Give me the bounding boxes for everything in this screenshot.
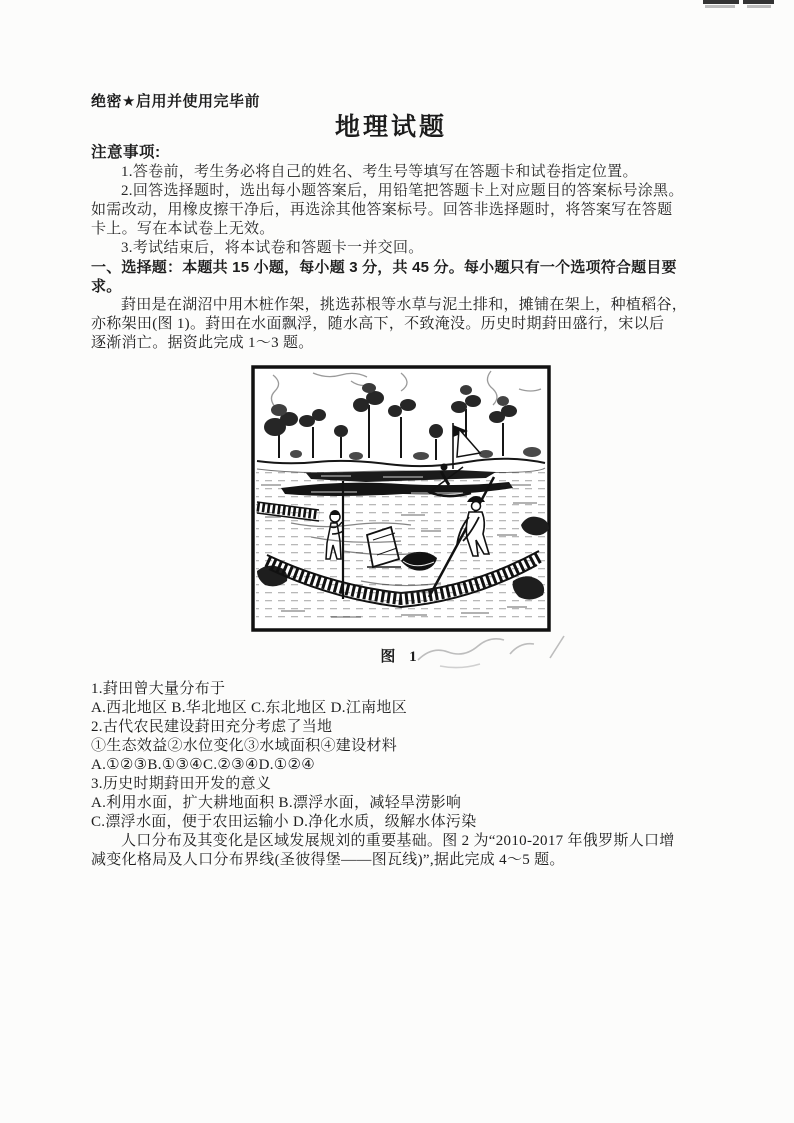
scan-artifact-bar: [743, 0, 774, 4]
notice-line: 卡上。写在本试卷上无效。: [91, 221, 275, 237]
q3-stem: 3.历史时期葑田开发的意义: [91, 776, 272, 792]
passage-fengtian-line: 葑田是在湖沼中用木桩作架，挑选荪根等水草与泥土排和，摊铺在架上，种植稻谷，: [121, 297, 688, 313]
section-one-heading: 一、选择题：本题共 15 小题，每小题 3 分，共 45 分。每小题只有一个选项符合题目要: [91, 259, 677, 276]
notice-line: 2.回答选择题时，选出每小题答案后，用铅笔把答题卡上对应题目的答案标号涂黑。: [121, 183, 684, 199]
text-column: [91, 92, 691, 870]
passage-fengtian-line: 逐渐消亡。据资此完成 1～3 题。: [91, 335, 314, 351]
notice-line: 3.考试结束后，将本试卷和答题卡一并交回。: [121, 240, 424, 256]
pencil-scribble: [408, 626, 588, 678]
passage-russia-line: 减变化格局及人口分布界线(圣彼得堡——图瓦线)”,据此完成 4～5 题。: [91, 852, 565, 868]
figure-1-caption: 图 1: [380, 649, 422, 665]
q1-options: A.西北地区 B.华北地区 C.东北地区 D.江南地区: [91, 700, 408, 716]
scan-artifact-bar: [747, 5, 771, 8]
scan-artifact-bar: [703, 0, 739, 4]
scan-artifact-bar: [705, 5, 735, 8]
q2-numbered-items: ①生态效益②水位变化③水域面积④建设材料: [91, 738, 398, 754]
page-title: 地理试题: [334, 113, 447, 141]
q2-stem: 2.古代农民建设葑田充分考虑了当地: [91, 719, 333, 735]
notice-line: 如需改动，用橡皮擦干净后，再选涂其他答案标号。回答非选择题时，将答案写在答题: [91, 202, 673, 218]
q1-stem: 1.葑田曾大量分布于: [91, 681, 226, 697]
passage-fengtian-line: 亦称架田(图 1)。葑田在水面飘浮，随水高下，不致淹没。历史时期葑田盛行，宋以后: [91, 316, 665, 332]
q3-options-cd: C.漂浮水面，便于农田运输小 D.净化水质，级解水体污染: [91, 814, 477, 830]
figure-1: [251, 365, 551, 666]
notice-line: 1.答卷前，考生务必将自己的姓名、考生号等填写在答题卡和试卷指定位置。: [121, 164, 638, 180]
q3-options-ab: A.利用水面，扩大耕地面积 B.漂浮水面，减轻旱涝影响: [91, 795, 462, 811]
passage-russia-line: 人口分布及其变化是区域发展规刘的重要基础。图 2 为“2010-2017 年俄罗斯人口增: [121, 833, 675, 849]
figure-1-woodcut: [251, 365, 551, 632]
notice-heading: 注意事项:: [91, 144, 161, 161]
q2-options: A.①②③B.①③④C.②③④D.①②④: [91, 757, 316, 773]
section-one-heading: 求。: [91, 278, 122, 295]
security-notice: 绝密★启用并使用完毕前: [91, 93, 260, 110]
